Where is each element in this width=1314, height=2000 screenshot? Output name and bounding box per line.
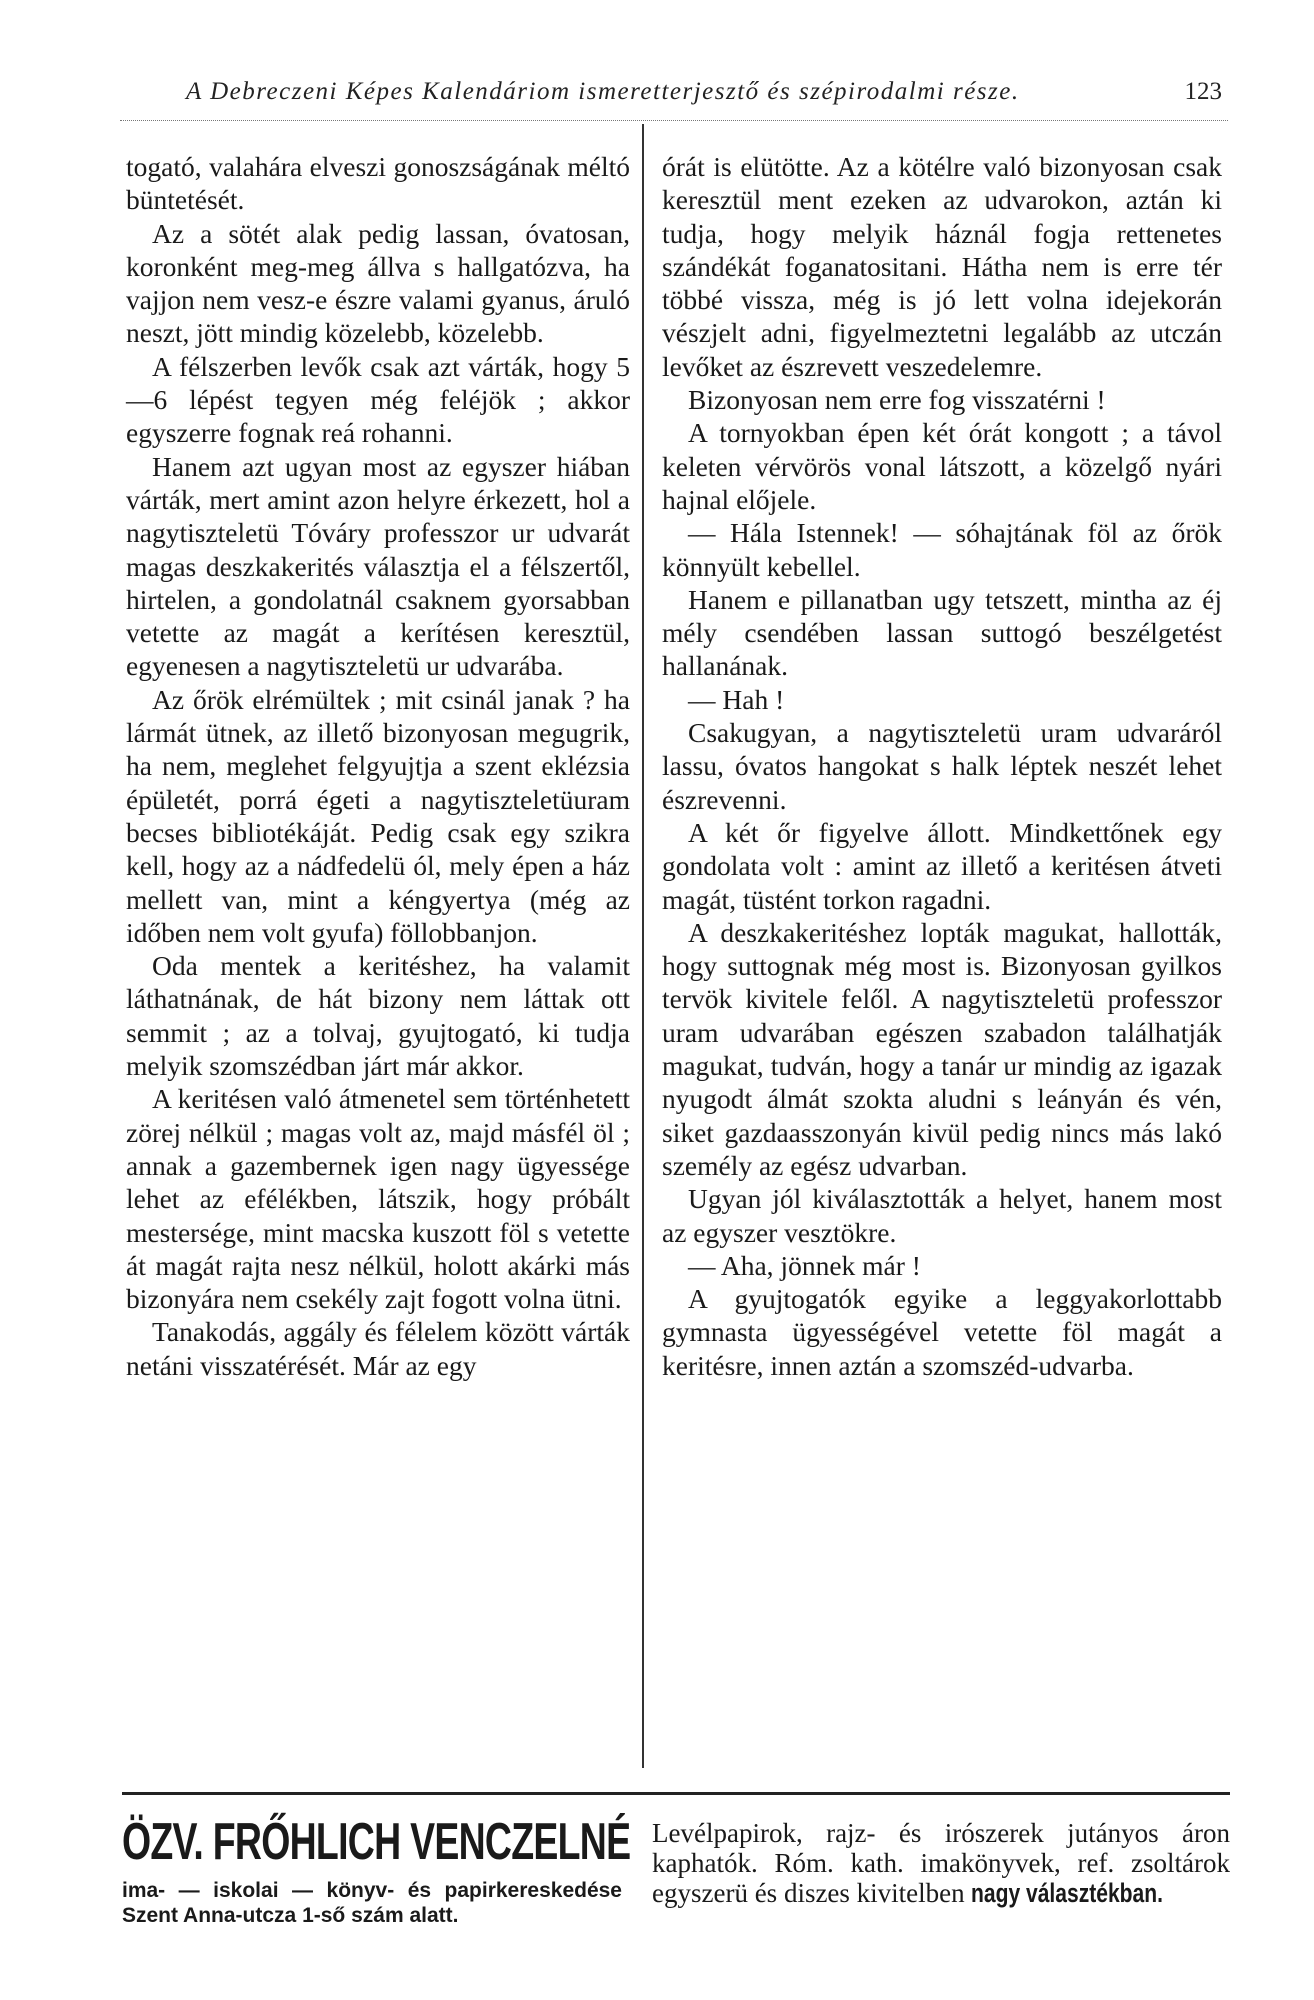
paragraph: Hanem e pillanatban ugy tetszett, mintha az éj mély csendében lassan suttogó beszélgetést hallanának. [662,583,1222,682]
advertisement-products [652,1818,1230,1908]
paragraph: A félszerben levők csak azt várták, hogy 5—6 lépést tegyen még feléjök ; akkor egyszerre fognak reá rohanni. [126,350,630,449]
paragraph: órát is elütötte. Az a kötélre való bizonyosan csak keresztül ment ezeken az udvarokon, aztán ki tudja, hogy melyik háznál fogja rettenetes szándékát foganatositani. Hátha nem is erre tér többé vissza, még is jó lett volna idejekorán vészjelt adni, figyelmeztetni legalább az utczán levőket az észrevett veszedelemre. [662,151,1222,382]
paragraph: Oda mentek a keritéshez, ha valamit láthatnának, de hát bizony nem láttak ott semmit ; az a tolvaj, gyujtogató, ki tudja melyik szomszédban járt már akkor. [126,950,630,1082]
advertisement-shop [122,1812,631,1928]
column-divider [642,124,644,1768]
right-column [662,150,1222,1382]
paragraph: Az őrök elrémültek ; mit csinál janak ? ha lármát ütnek, az illető bizonyosan megugrik, ha nem, meglehet felgyujtja a szent eklézsia épületét, porrá égeti a nagytiszteletüuram becses bibliotékáját. Pedig csak egy szikra kell, hogy az a nádfedelü ól, mely épen a ház mellett van, mint a kéngyertya (még az időben nem volt gyufa) föllobbanjon. [126,683,630,948]
paragraph: Csakugyan, a nagytiszteletü uram udvaráról lassu, óvatos hangokat s halk léptek neszét lehet észrevenni. [662,717,1222,815]
products-emphasis: nagy választékban. [971,1878,1164,1908]
running-header [120,74,1230,120]
advertisement-rule [122,1792,1230,1795]
paragraph: Az a sötét alak pedig lassan, óvatosan, koronként meg-meg állva s hallgatózva, ha vajjon nem vesz-e észre valami gyanus, áruló neszt, jött mindig közelebb, közelebb. [126,217,630,349]
paragraph: Hanem azt ugyan most az egyszer hiában várták, mert amint azon helyre érkezett, hol a nagytiszteletü Tóváry professzor ur udvarát magas deszkakerités választja el a félszertől, hirtelen, a gondolatnál csaknem gyorsabban vetette az magát a kerítésen keresztül, egyenesen a nagytiszteletü ur udvarába. [126,450,630,682]
paragraph: A tornyokban épen két órát kongott ; a távol keleten vérvörös vonal látszott, a közelgő nyári hajnal előjele. [662,417,1222,515]
paragraph: Bizonyosan nem erre fog visszatérni ! [688,384,1106,416]
paragraph: A két őr figyelve állott. Mindkettőnek egy gondolata volt : amint az illető a keritésen átveti magát, tüstént torkon ragadni. [662,816,1222,915]
paragraph: A gyujtogatók egyike a leggyakorlottabb gymnasta ügyességével vetette föl magát a keritésre, innen aztán a szomszéd-udvarba. [662,1283,1222,1381]
shop-name: ÖZV. FRŐHLICH VENCZELNÉ [122,1813,631,1871]
shop-description: ima- — iskolai — könyv- és papirkereskedése Szent Anna-utcza 1-ső szám alatt. [122,1879,622,1927]
paragraph: — Hah ! [688,683,785,715]
header-rule [120,120,1228,121]
paragraph: — Hála Istennek! — sóhajtának föl az őrök könnyült kebellel. [662,517,1222,582]
paragraph: A keritésen való átmenetel sem történhetett zörej nélkül ; magas volt az, majd másfél öl ; annak a gazembernek igen nagy ügyessége lehet az efélékben, látszik, hogy próbált mestersége, mint macska kuszott föl s vetette át magát rajta nesz nélkül, holott akárki más bizonyára nem csekély zajt fogott volna ütni. [126,1083,630,1315]
paragraph: — Aha, jönnek már ! [688,1249,921,1281]
paragraph: Ugyan jól kiválasztották a helyet, hanem most az egyszer vesztökre. [662,1183,1222,1248]
products-text: Levélpapirok, rajz- és irószerek jutányos áron kaphatók. Róm. kath. imakönyvek, ref. zsoltárok egyszerü és diszes kivitelben [652,1818,1230,1908]
paragraph: togató, valahára elveszi gonoszságának méltó büntetését. [126,151,630,216]
paragraph: Tanakodás, aggály és félelem között várták netáni visszatérését. Már az egy [126,1316,630,1381]
header-title: A Debreczeni Képes Kalendáriom ismeretterjesztő és szépirodalmi része. [186,78,1020,105]
paragraph: A deszkakeritéshez lopták magukat, hallották, hogy suttognak még most is. Bizonyosan gyilkos tervök kivitele felől. A nagytiszteletü professzor uram udvarában egészen szabadon találhatják magukat, tudván, hogy a tanár ur mindig az igazak nyugodt álmát szokta aludni s leányán és vén, siket gazdaasszonyán kivül pedig nincs más lakó személy az egész udvarban. [662,916,1222,1181]
left-column [126,150,630,1382]
page-number: 123 [1184,78,1222,105]
